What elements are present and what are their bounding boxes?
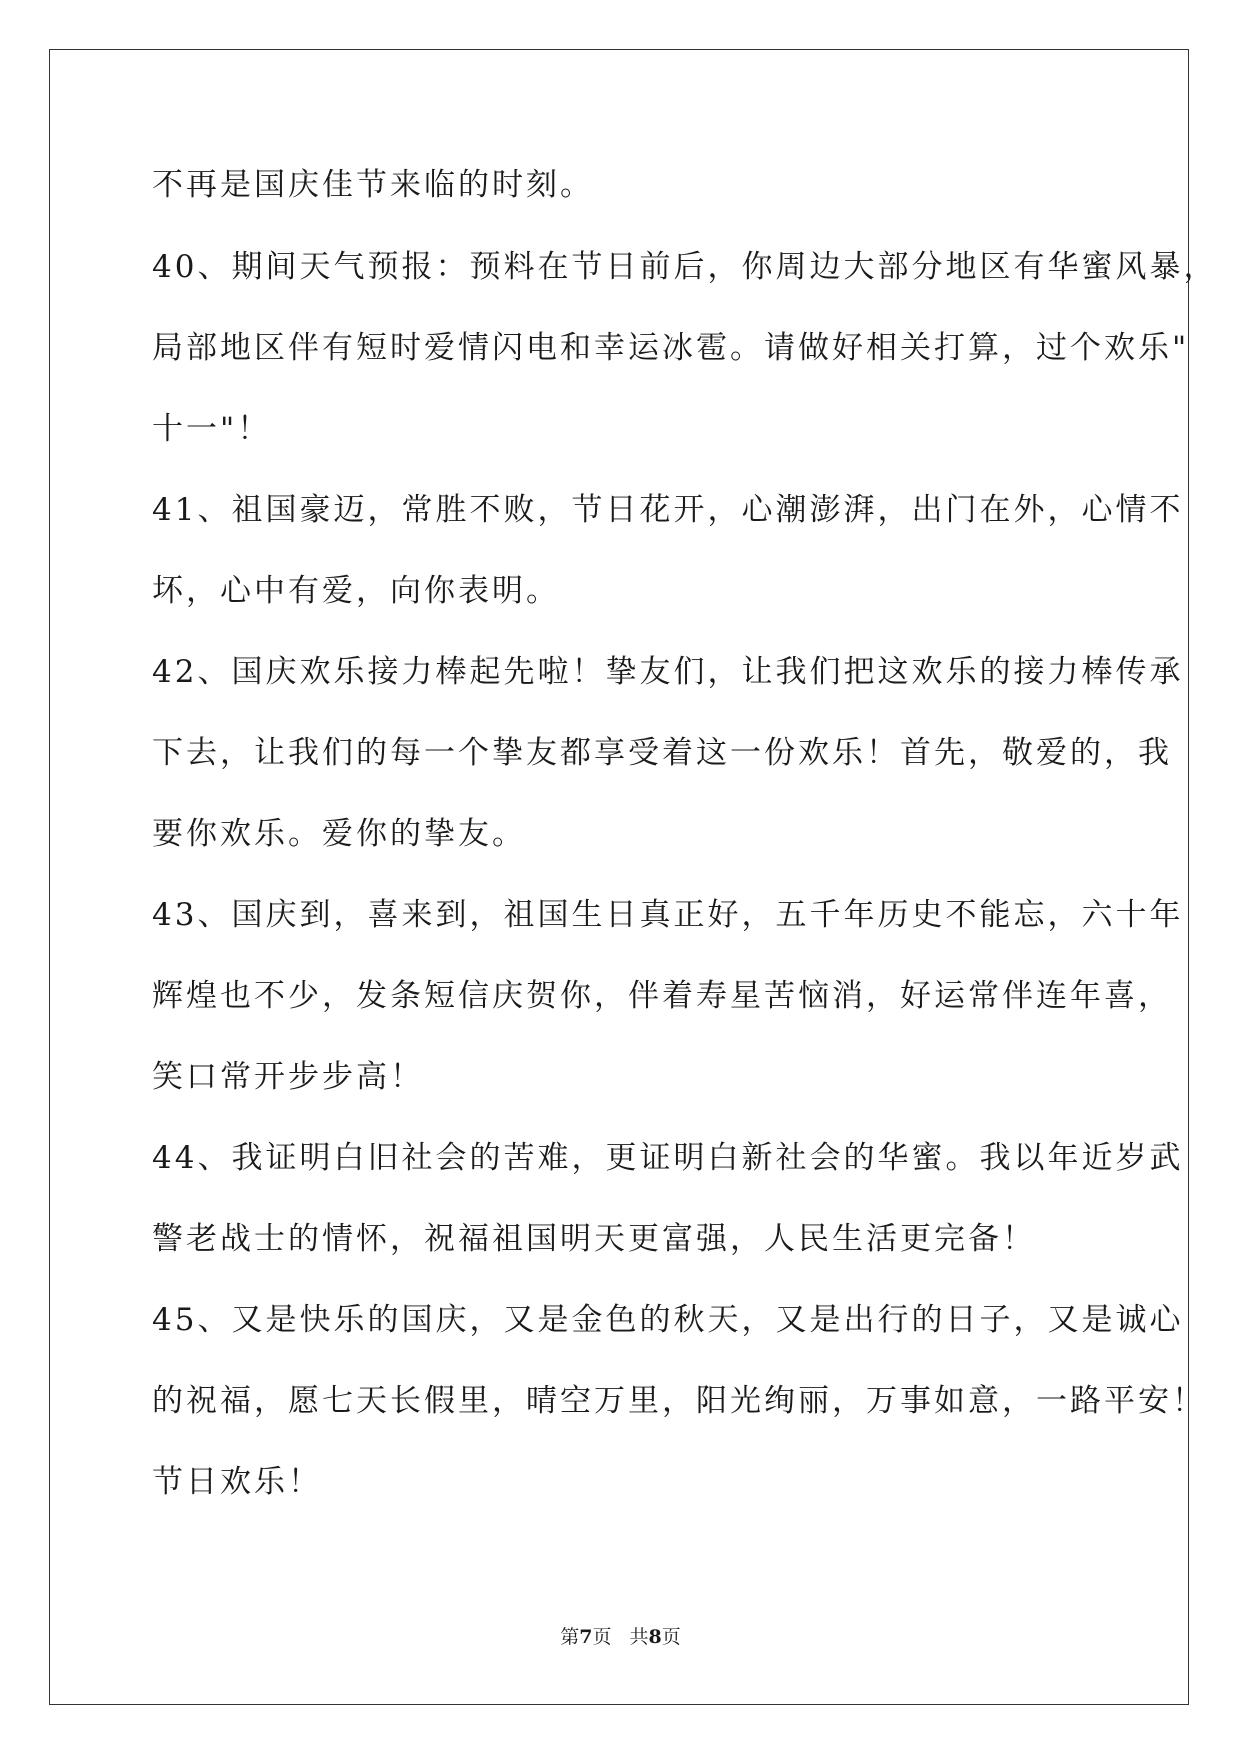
page-number: 7 <box>579 1626 593 1648</box>
text-line: 十一"！ <box>152 411 272 447</box>
text-line: 坏，心中有爱，向你表明。 <box>152 573 560 609</box>
page-prefix: 第 <box>560 1626 580 1648</box>
total-pages: 8 <box>648 1626 662 1648</box>
total-suffix: 页 <box>661 1626 681 1648</box>
page-suffix: 页 <box>592 1626 612 1648</box>
text-line: 41、祖国豪迈，常胜不败，节日花开，心潮澎湃，出门在外，心情不 <box>152 492 1184 528</box>
text-line: 的祝福，愿七天长假里，晴空万里，阳光绚丽，万事如意，一路平安！ <box>152 1383 1206 1419</box>
text-line: 44、我证明白旧社会的苦难，更证明白新社会的华蜜。我以年近岁武 <box>152 1140 1184 1176</box>
text-line: 要你欢乐。爱你的挚友。 <box>152 816 526 852</box>
text-line: 局部地区伴有短时爱情闪电和幸运冰雹。请做好相关打算，过个欢乐" <box>152 330 1190 366</box>
page-footer <box>0 1625 1241 1649</box>
text-line: 45、又是快乐的国庆，又是金色的秋天，又是出行的日子，又是诚心 <box>152 1302 1184 1338</box>
text-line: 笑口常开步步高！ <box>152 1059 424 1095</box>
text-line: 下去，让我们的每一个挚友都享受着这一份欢乐！首先，敬爱的，我 <box>152 735 1172 771</box>
text-line: 43、国庆到，喜来到，祖国生日真正好，五千年历史不能忘，六十年 <box>152 897 1184 933</box>
text-line: 42、国庆欢乐接力棒起先啦！挚友们，让我们把这欢乐的接力棒传承 <box>152 654 1184 690</box>
document-body <box>152 160 1218 1538</box>
text-line: 40、期间天气预报：预料在节日前后，你周边大部分地区有华蜜风暴， <box>152 249 1218 285</box>
text-line: 警老战士的情怀，祝福祖国明天更富强，人民生活更完备！ <box>152 1221 1036 1257</box>
text-line: 不再是国庆佳节来临的时刻。 <box>152 167 594 203</box>
total-prefix: 共 <box>629 1626 649 1648</box>
text-line: 节日欢乐！ <box>152 1464 322 1500</box>
text-line: 辉煌也不少，发条短信庆贺你，伴着寿星苦恼消，好运常伴连年喜， <box>152 978 1172 1014</box>
